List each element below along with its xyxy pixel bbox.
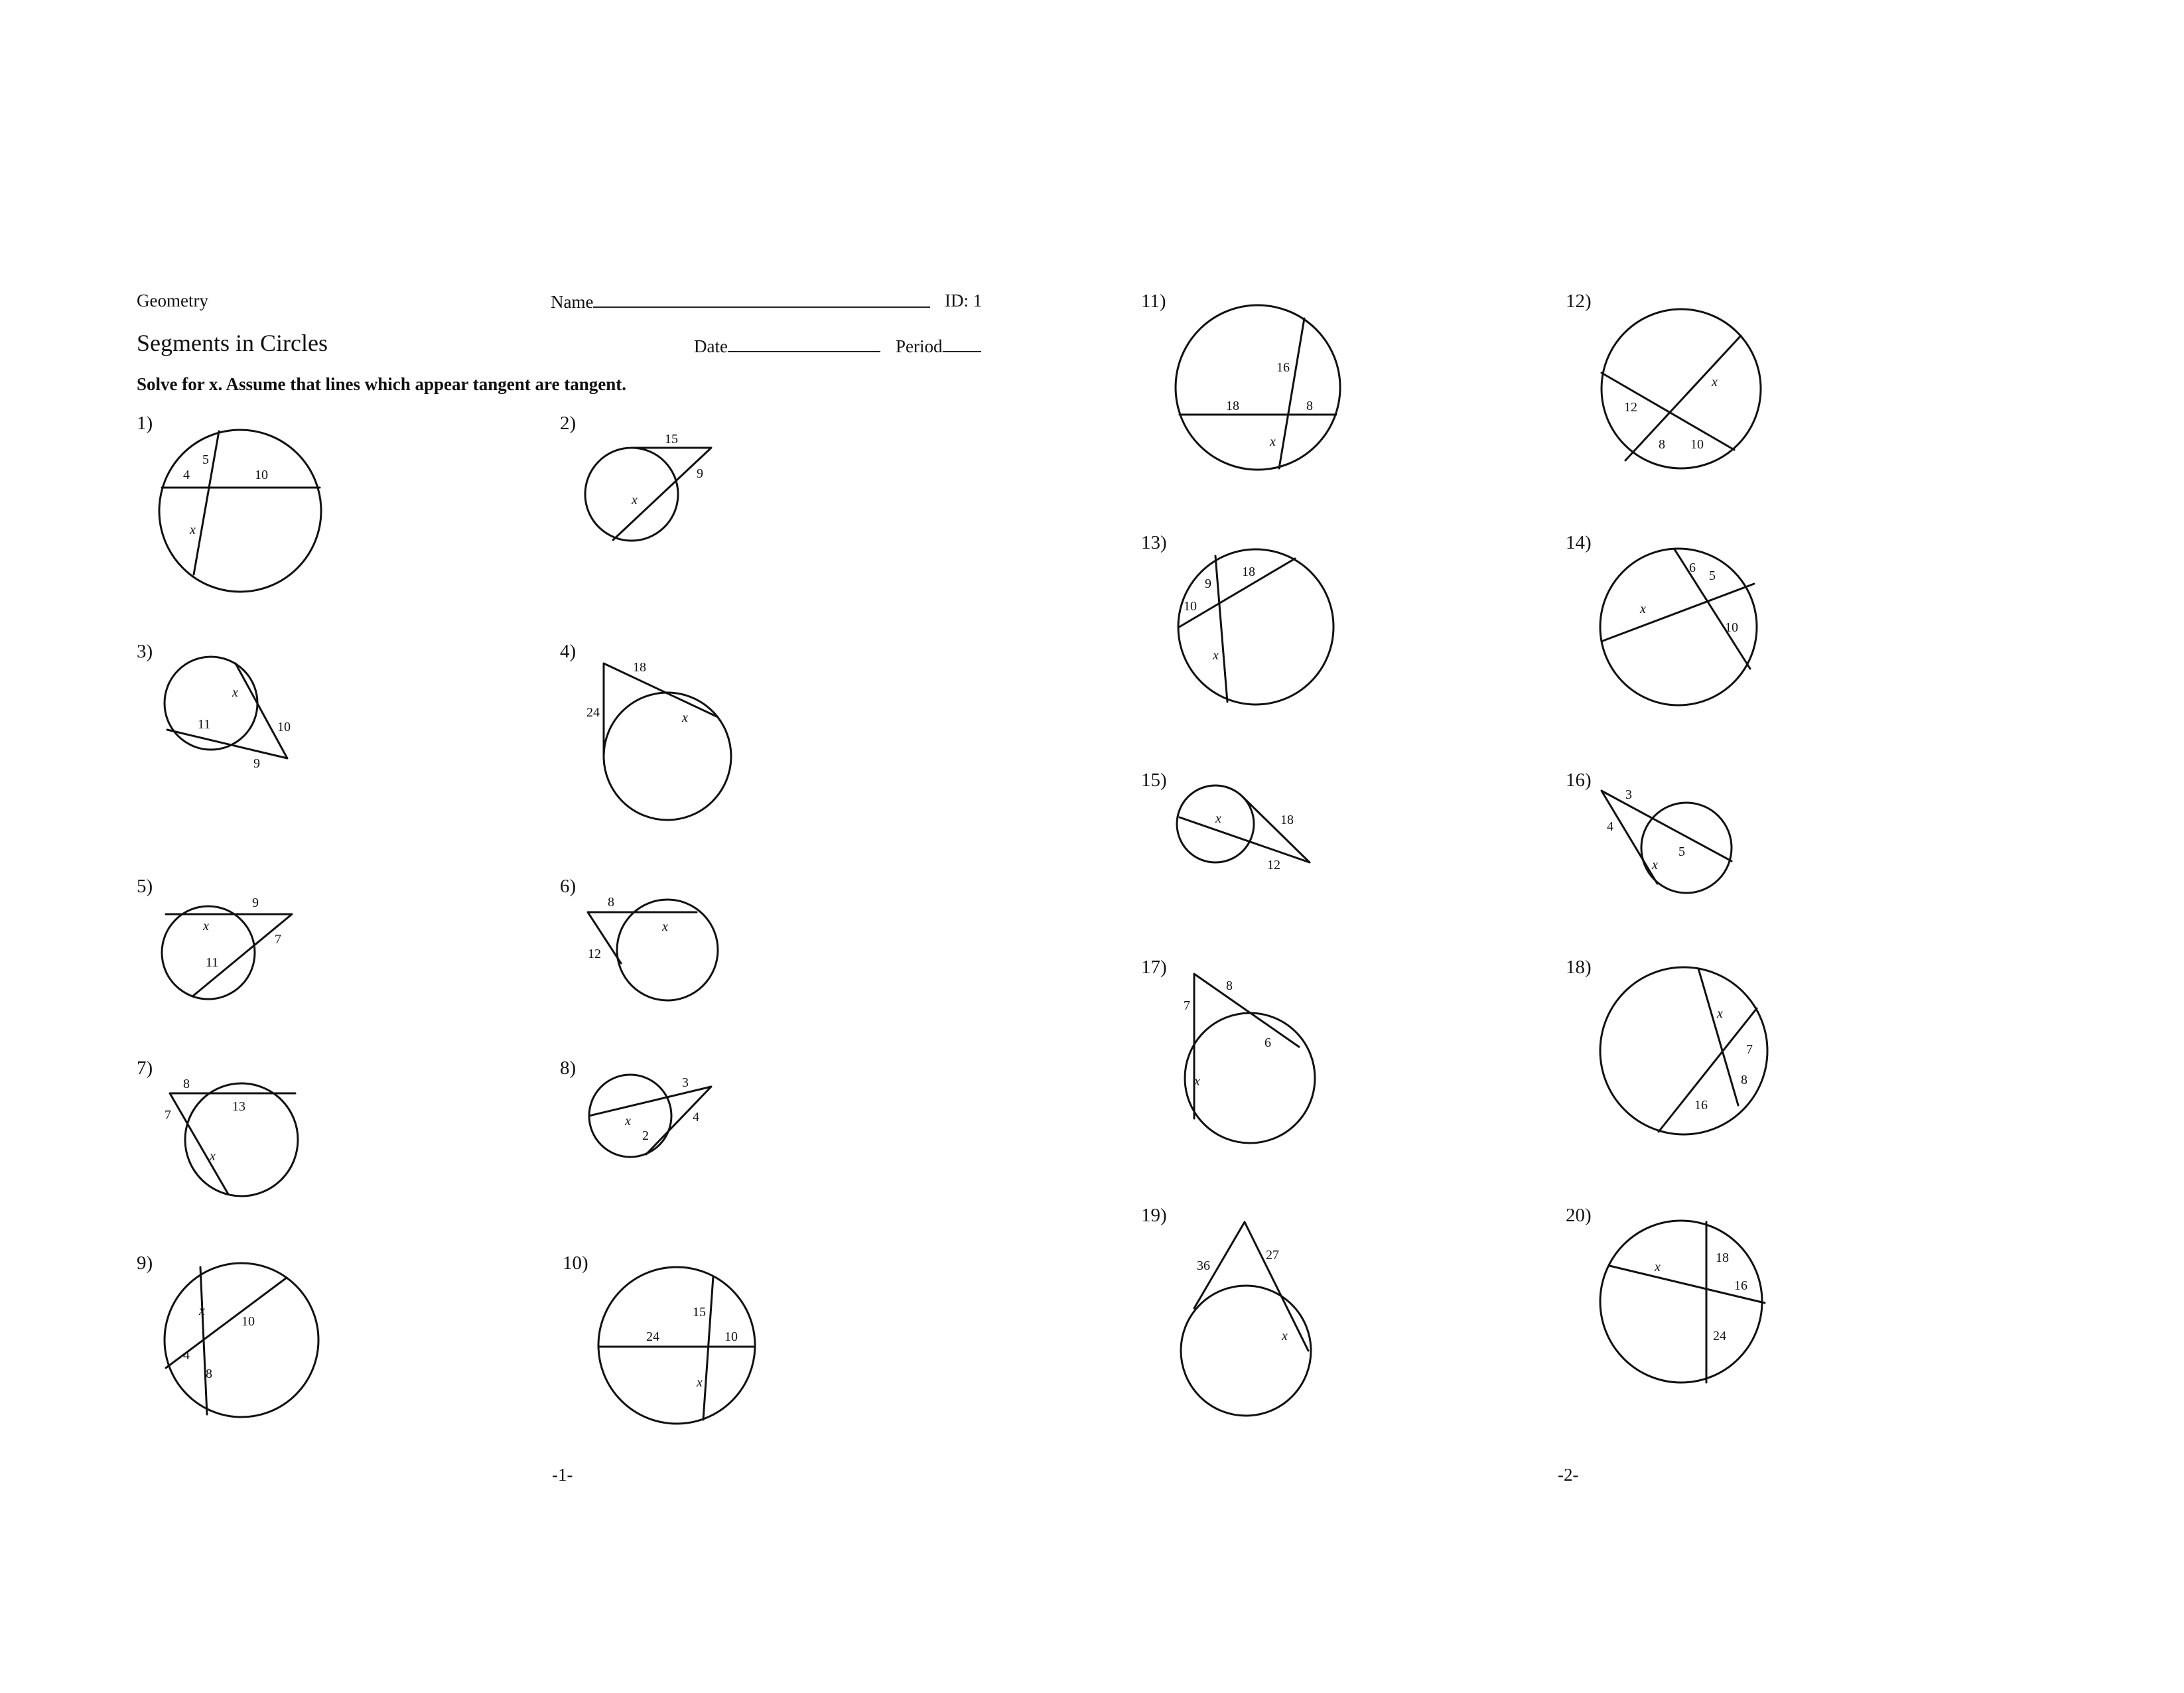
circle — [1602, 309, 1761, 468]
problem-number: 5) — [137, 876, 153, 897]
circle — [1185, 1013, 1315, 1143]
segment-label: x — [1270, 435, 1276, 449]
segment-label: x — [232, 685, 238, 700]
segment-label: 11 — [198, 717, 211, 732]
tangent-secant — [604, 663, 717, 756]
date-label: Date — [694, 336, 728, 356]
segment-label: 24 — [586, 705, 600, 720]
segment-label: 18 — [1716, 1251, 1729, 1265]
segment-label: x — [1215, 811, 1221, 826]
segment-label: 12 — [1267, 858, 1280, 872]
figure-18 — [1600, 967, 1767, 1134]
chord — [1625, 336, 1741, 460]
segment-label: 8 — [1306, 399, 1313, 413]
chord — [1178, 559, 1295, 628]
segment-label: x — [1717, 1006, 1723, 1021]
segment-label: x — [1213, 648, 1219, 663]
circle — [1178, 549, 1333, 705]
segment-label: 9 — [253, 756, 260, 771]
segment-label: 10 — [1184, 599, 1197, 614]
segment-label: x — [682, 711, 688, 725]
segment-label: 6 — [1689, 561, 1696, 575]
figure-15 — [1177, 785, 1310, 872]
problem-number: 10) — [563, 1253, 588, 1274]
segment-label: 27 — [1266, 1248, 1279, 1262]
chord — [1659, 1008, 1757, 1132]
segment-label: 15 — [665, 432, 678, 446]
circle — [598, 1267, 755, 1424]
segment-label: 7 — [1184, 998, 1190, 1013]
segment-label: 4 — [693, 1110, 699, 1124]
segment-label: 16 — [1734, 1278, 1747, 1293]
figure-10 — [598, 1267, 755, 1424]
figure-3 — [165, 657, 291, 771]
problem-number: 16) — [1566, 770, 1592, 791]
problem-number: 3) — [137, 641, 153, 662]
segment-label: 10 — [1725, 620, 1738, 635]
two-secants — [167, 663, 287, 758]
id-label: ID: 1 — [945, 291, 983, 310]
problem-number: 4) — [560, 641, 577, 662]
segment-label: 7 — [165, 1108, 171, 1122]
figure-12 — [1602, 309, 1761, 468]
segment-label: 8 — [1226, 979, 1233, 993]
circle — [1600, 1221, 1762, 1383]
figure-2 — [585, 432, 711, 541]
segment-label: 8 — [1741, 1073, 1747, 1087]
segment-label: 4 — [1607, 819, 1613, 834]
segment-label: 11 — [206, 955, 219, 970]
circle — [165, 657, 257, 750]
period-label: Period — [896, 336, 943, 356]
segment-label: 4 — [183, 468, 190, 482]
circle — [1176, 305, 1340, 470]
problem-number: 14) — [1566, 532, 1592, 553]
segment-label: 6 — [1264, 1036, 1271, 1050]
segment-label: 18 — [1280, 813, 1294, 827]
segment-label: 7 — [275, 932, 281, 947]
problem-number: 13) — [1141, 532, 1167, 553]
segment-label: x — [1712, 375, 1718, 389]
page-number: -2- — [1558, 1465, 1579, 1485]
name-label: Name — [551, 292, 594, 312]
segment-label: 16 — [1694, 1098, 1708, 1113]
problem-number: 19) — [1141, 1205, 1167, 1226]
subject-label: Geometry — [137, 291, 208, 310]
problem-number: 15) — [1141, 770, 1167, 791]
circle — [617, 900, 718, 1000]
segment-label: 7 — [1746, 1042, 1753, 1057]
segment-label: 16 — [1276, 360, 1290, 375]
segment-label: 36 — [1197, 1258, 1210, 1273]
segment-label: x — [1655, 1260, 1661, 1274]
segment-label: x — [199, 1304, 205, 1318]
two-secants — [588, 912, 697, 963]
tangent-secant — [166, 914, 292, 996]
page-number: -1- — [552, 1465, 573, 1485]
figure-14 — [1600, 549, 1757, 705]
segment-label: 8 — [206, 1367, 212, 1381]
segment-label: x — [632, 493, 638, 508]
segment-label: 3 — [682, 1075, 689, 1090]
problem-number: 18) — [1566, 957, 1592, 978]
problem-number: 8) — [560, 1057, 577, 1079]
segment-label: 9 — [1205, 576, 1211, 591]
segment-label: 12 — [588, 947, 601, 961]
figure-6 — [588, 895, 718, 1000]
segment-label: x — [662, 919, 668, 934]
figure-4 — [586, 660, 731, 820]
problem-number: 6) — [560, 876, 577, 897]
segment-label: 15 — [693, 1305, 706, 1320]
segment-label: 8 — [183, 1077, 190, 1091]
segment-label: 18 — [1226, 399, 1239, 413]
segment-label: 24 — [1713, 1329, 1726, 1343]
problem-number: 12) — [1566, 291, 1592, 312]
figure-16 — [1602, 787, 1732, 893]
chord — [1215, 556, 1227, 702]
segment-label: 18 — [633, 660, 646, 675]
segment-label: 10 — [277, 720, 291, 734]
figure-19 — [1181, 1222, 1311, 1416]
figure-1 — [159, 430, 321, 592]
segment-label: 4 — [183, 1348, 190, 1363]
two-secants — [1194, 974, 1299, 1118]
segment-label: x — [203, 919, 209, 933]
page-title: Segments in Circles — [137, 330, 328, 356]
segment-label: x — [190, 523, 196, 537]
problem-number: 20) — [1566, 1205, 1592, 1226]
figure-20 — [1600, 1221, 1765, 1383]
problem-number: 2) — [560, 413, 577, 434]
segment-label: x — [697, 1375, 703, 1390]
segment-label: x — [1652, 858, 1658, 872]
figure-8 — [589, 1075, 711, 1157]
two-secants — [1602, 791, 1732, 884]
segment-label: 12 — [1624, 400, 1637, 415]
segment-label: 10 — [241, 1314, 255, 1329]
segment-label: x — [1194, 1074, 1200, 1089]
segment-label: 24 — [646, 1329, 659, 1344]
figure-11 — [1176, 305, 1340, 470]
circle — [159, 430, 321, 592]
segment-label: 9 — [697, 466, 703, 481]
segment-label: x — [210, 1149, 216, 1164]
two-secants — [1180, 797, 1310, 862]
circle — [1600, 967, 1767, 1134]
problem-number: 7) — [137, 1057, 153, 1079]
problem-number: 11) — [1141, 291, 1166, 312]
segment-label: 5 — [202, 452, 209, 467]
segment-label: 10 — [1690, 437, 1704, 452]
segment-label: 5 — [1678, 845, 1685, 859]
figure-13 — [1178, 549, 1333, 705]
circle — [1181, 1286, 1311, 1416]
segment-label: 18 — [1242, 565, 1255, 579]
segment-label: 10 — [255, 468, 268, 482]
segment-label: 10 — [724, 1329, 738, 1344]
chord — [1698, 969, 1738, 1105]
segment-label: 13 — [232, 1099, 245, 1114]
problem-number: 17) — [1141, 957, 1167, 978]
segment-label: 8 — [608, 895, 614, 910]
figure-9 — [165, 1263, 318, 1417]
segment-label: x — [1282, 1329, 1288, 1343]
segment-label: x — [1640, 602, 1646, 616]
segment-label: 3 — [1625, 787, 1632, 802]
problem-number: 1) — [137, 413, 153, 434]
figure-5 — [162, 896, 292, 999]
figure-7 — [165, 1077, 298, 1196]
segment-label: 5 — [1709, 569, 1716, 583]
circle — [165, 1263, 318, 1417]
segment-label: 8 — [1659, 437, 1665, 452]
instructions: Solve for x. Assume that lines which appear tangent are tangent. — [137, 374, 627, 394]
segment-label: x — [625, 1114, 631, 1128]
segment-label: 2 — [642, 1128, 649, 1143]
tangent-secant — [613, 448, 711, 540]
figure-17 — [1184, 974, 1315, 1143]
circle — [604, 693, 731, 820]
chord — [1279, 318, 1304, 468]
chord — [703, 1276, 713, 1420]
problem-number: 9) — [137, 1253, 153, 1274]
segment-label: 9 — [252, 896, 259, 910]
